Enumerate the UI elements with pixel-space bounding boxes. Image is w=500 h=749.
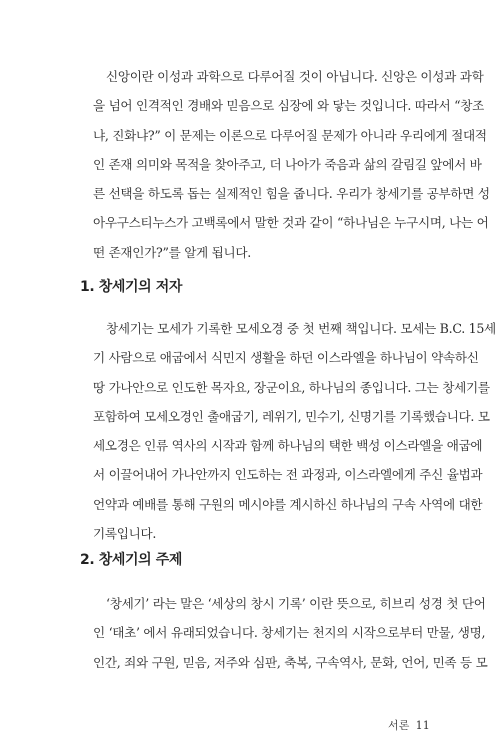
page-footer bbox=[388, 717, 430, 733]
text-line: 땅 가나안으로 인도한 목자요, 장군이요, 하나님의 종입니다. 그는 창세기를 bbox=[93, 379, 490, 395]
theme-paragraph bbox=[80, 589, 488, 677]
section-heading-theme: 2. 창세기의 주제 bbox=[80, 552, 182, 568]
chapter-label: 서론 bbox=[387, 719, 410, 732]
text-line: 냐, 진화냐?” 이 문제는 이론으로 다루어질 문제가 아니라 우리에게 절대적 bbox=[93, 127, 487, 143]
text-line: 세오경은 인류 역사의 시작과 함께 하나님의 택한 백성 이스라엘을 애굽에 bbox=[93, 438, 483, 454]
text-line: 을 넘어 인격적인 경배와 믿음으로 심장에 와 닿는 것입니다. 따라서 “창조 bbox=[93, 98, 484, 114]
text-line: 창세기는 모세가 기록한 모세오경 중 첫 번째 책입니다. 모세는 B.C. 15세 bbox=[106, 321, 496, 336]
author-paragraph bbox=[80, 314, 496, 548]
text-line: 신앙이란 이성과 과학으로 다루어질 것이 아닙니다. 신앙은 이성과 과학 bbox=[106, 69, 484, 84]
section-heading-author: 1. 창세기의 저자 bbox=[80, 279, 182, 295]
page-number: 11 bbox=[415, 719, 430, 732]
text-line: 떤 존재인가?”를 알게 됩니다. bbox=[93, 244, 251, 260]
text-line: 기록입니다. bbox=[93, 526, 157, 542]
text-line: 기 사람으로 애굽에서 식민지 생활을 하던 이스라엘을 하나님이 약속하신 bbox=[93, 350, 479, 366]
text-line: ‘창세기’ 라는 말은 ‘세상의 창시 기록’ 이란 뜻으로, 히브리 성경 첫 단어 bbox=[106, 596, 486, 611]
text-line: 인간, 죄와 구원, 믿음, 저주와 심판, 축복, 구속역사, 문화, 언어, 민족 등 모 bbox=[93, 654, 488, 670]
text-line: 언약과 예배를 통해 구원의 메시야를 계시하신 하나님의 구속 사역에 대한 bbox=[93, 496, 483, 512]
text-line: 서 이끌어내어 가나안까지 인도하는 전 과정과, 이스라엘에게 주신 율법과 bbox=[93, 467, 483, 483]
text-line: 아우구스티누스가 고백록에서 말한 것과 같이 “하나님은 누구시며, 나는 어 bbox=[93, 215, 489, 231]
text-line: 인 존재 의미와 목적을 찾아주고, 더 나아가 죽음과 삶의 갈림길 앞에서 바 bbox=[93, 156, 482, 172]
intro-paragraph bbox=[80, 62, 490, 267]
text-line: 인 ‘태초’ 에서 유래되었습니다. 창세기는 천지의 시작으로부터 만물, 생명, bbox=[93, 625, 486, 641]
text-line: 른 선택을 하도록 돕는 실제적인 힘을 줍니다. 우리가 창세기를 공부하면 성 bbox=[93, 186, 490, 202]
text-line: 포함하여 모세오경인 출애굽기, 레위기, 민수기, 신명기를 기록했습니다. 모 bbox=[93, 408, 490, 424]
